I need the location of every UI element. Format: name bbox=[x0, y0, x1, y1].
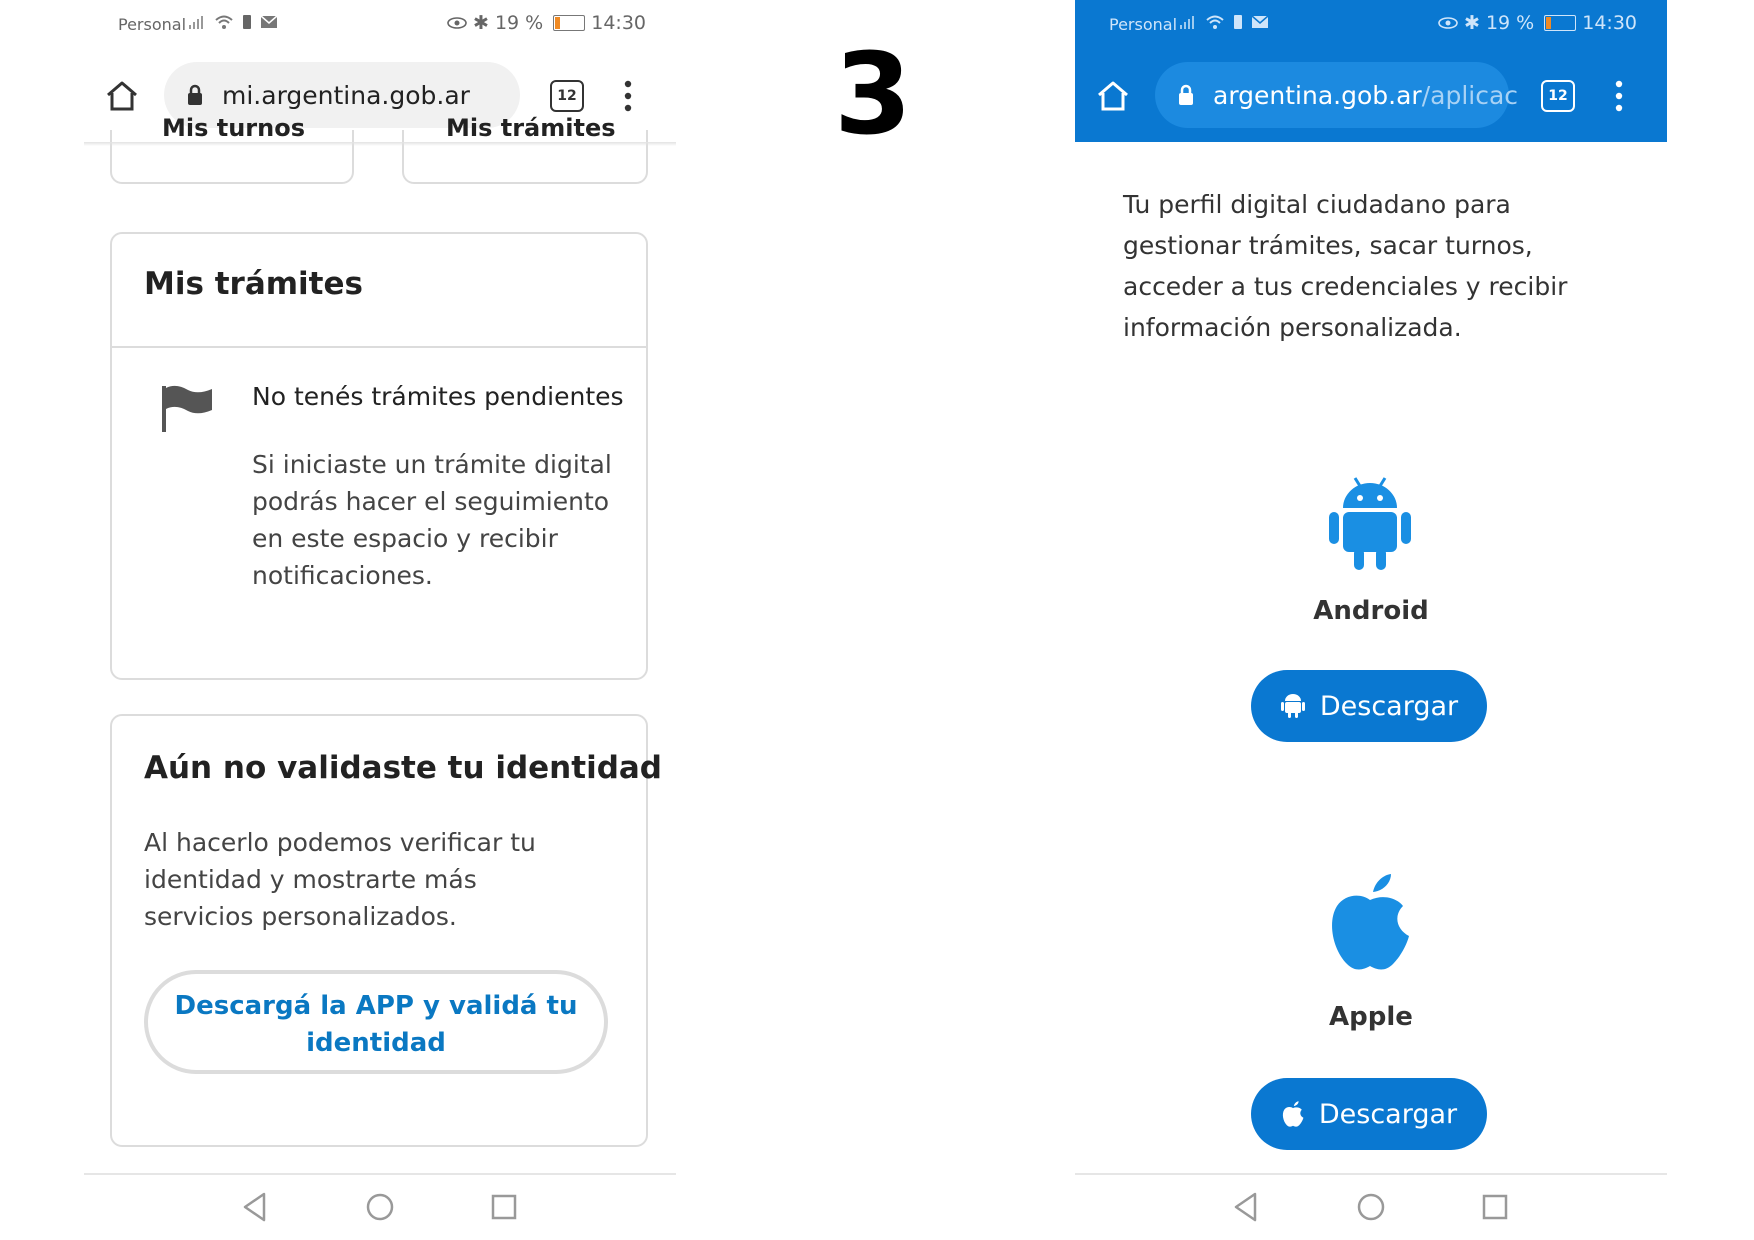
android-icon bbox=[1280, 692, 1306, 720]
identity-card bbox=[110, 714, 662, 1147]
tramites-card-title: Mis trámites bbox=[144, 266, 363, 302]
back-icon[interactable] bbox=[1231, 1191, 1259, 1223]
battery-percent: 19 % bbox=[494, 12, 544, 34]
divider bbox=[112, 346, 646, 348]
status-right bbox=[1438, 12, 1637, 34]
phone-left bbox=[84, 0, 676, 1240]
battery-icon bbox=[553, 15, 585, 31]
empty-state-body: Si iniciaste un trámite digital podrás hacer el seguimiento en este espacio y recibir notificaciones. bbox=[252, 450, 612, 590]
battery-icon bbox=[1544, 15, 1576, 31]
android-download-label: Descargar bbox=[1319, 690, 1459, 722]
tab-count-button[interactable]: 12 bbox=[1541, 80, 1575, 112]
identity-card-body: Al hacerlo podemos verificar tu identidad y mostrarte más servicios personalizados. bbox=[144, 828, 536, 931]
url-text bbox=[1213, 81, 1518, 110]
bluetooth-icon: ✱ bbox=[473, 12, 489, 34]
empty-state-title: No tenés trámites pendientes bbox=[252, 382, 624, 411]
apple-label: Apple bbox=[1329, 1002, 1413, 1032]
cropped-card-label: Mis turnos bbox=[162, 114, 306, 142]
url-path: /aplicac bbox=[1421, 81, 1519, 110]
status-icons bbox=[1179, 14, 1269, 30]
tab-count-button[interactable]: 12 bbox=[550, 80, 584, 112]
tramites-card bbox=[110, 232, 648, 680]
more-menu-icon[interactable] bbox=[624, 80, 632, 112]
android-label: Android bbox=[1313, 596, 1429, 626]
download-app-button[interactable]: Descargá la APP y validá tu identidad bbox=[144, 970, 608, 1074]
sim-icon bbox=[242, 14, 252, 30]
mail-icon bbox=[1251, 15, 1269, 29]
lock-icon bbox=[186, 83, 204, 107]
intro-text: Tu perfil digital ciudadano para gestionar trámites, sacar turnos, acceder a tus credenciales y recibir información personalizada. bbox=[1123, 190, 1568, 342]
bluetooth-icon: ✱ bbox=[1464, 12, 1480, 34]
mail-icon bbox=[260, 15, 278, 29]
carrier-name: Personal bbox=[118, 15, 187, 34]
eye-icon bbox=[1438, 16, 1458, 30]
home-icon[interactable] bbox=[1095, 78, 1131, 114]
signal-icon bbox=[188, 14, 206, 30]
clock: 14:30 bbox=[591, 12, 646, 34]
clock: 14:30 bbox=[1582, 12, 1637, 34]
back-icon[interactable] bbox=[240, 1191, 268, 1223]
recents-icon[interactable] bbox=[1481, 1193, 1509, 1221]
apple-download-label: Descargar bbox=[1318, 1098, 1458, 1130]
home-nav-icon[interactable] bbox=[1355, 1191, 1387, 1223]
signal-icon bbox=[1179, 14, 1197, 30]
url-host: argentina.gob.ar bbox=[1213, 81, 1422, 110]
home-icon[interactable] bbox=[104, 78, 140, 114]
apple-download-button[interactable] bbox=[1251, 1078, 1487, 1150]
status-right bbox=[447, 12, 646, 34]
apple-icon bbox=[1281, 1100, 1305, 1128]
status-bar bbox=[1075, 0, 1667, 50]
carrier-name: Personal bbox=[1109, 15, 1178, 34]
flag-icon bbox=[160, 384, 214, 434]
address-bar[interactable] bbox=[1155, 62, 1519, 128]
eye-icon bbox=[447, 16, 467, 30]
wifi-icon bbox=[1205, 14, 1225, 30]
battery-percent: 19 % bbox=[1485, 12, 1535, 34]
android-icon bbox=[1325, 474, 1415, 574]
more-menu-icon[interactable] bbox=[1615, 80, 1623, 112]
urlbar-shadow bbox=[84, 142, 676, 146]
sim-icon bbox=[1233, 14, 1243, 30]
step-number: 3 bbox=[834, 30, 910, 160]
recents-icon[interactable] bbox=[490, 1193, 518, 1221]
android-download-button[interactable] bbox=[1251, 670, 1487, 742]
home-nav-icon[interactable] bbox=[364, 1191, 396, 1223]
apple-icon bbox=[1325, 870, 1415, 974]
status-icons bbox=[188, 14, 278, 30]
lock-icon bbox=[1177, 83, 1195, 107]
cropped-card-turnos[interactable] bbox=[110, 114, 354, 184]
cropped-card-tramites[interactable] bbox=[402, 114, 648, 184]
system-navbar bbox=[1075, 1173, 1667, 1240]
browser-toolbar bbox=[1075, 50, 1667, 142]
status-bar bbox=[84, 0, 676, 50]
url-text: mi.argentina.gob.ar bbox=[222, 81, 470, 110]
wifi-icon bbox=[214, 14, 234, 30]
system-navbar bbox=[84, 1173, 676, 1240]
phone-right bbox=[1075, 0, 1667, 1240]
identity-card-title: Aún no validaste tu identidad bbox=[144, 750, 662, 786]
cropped-card-label: Mis trámites bbox=[446, 114, 616, 142]
